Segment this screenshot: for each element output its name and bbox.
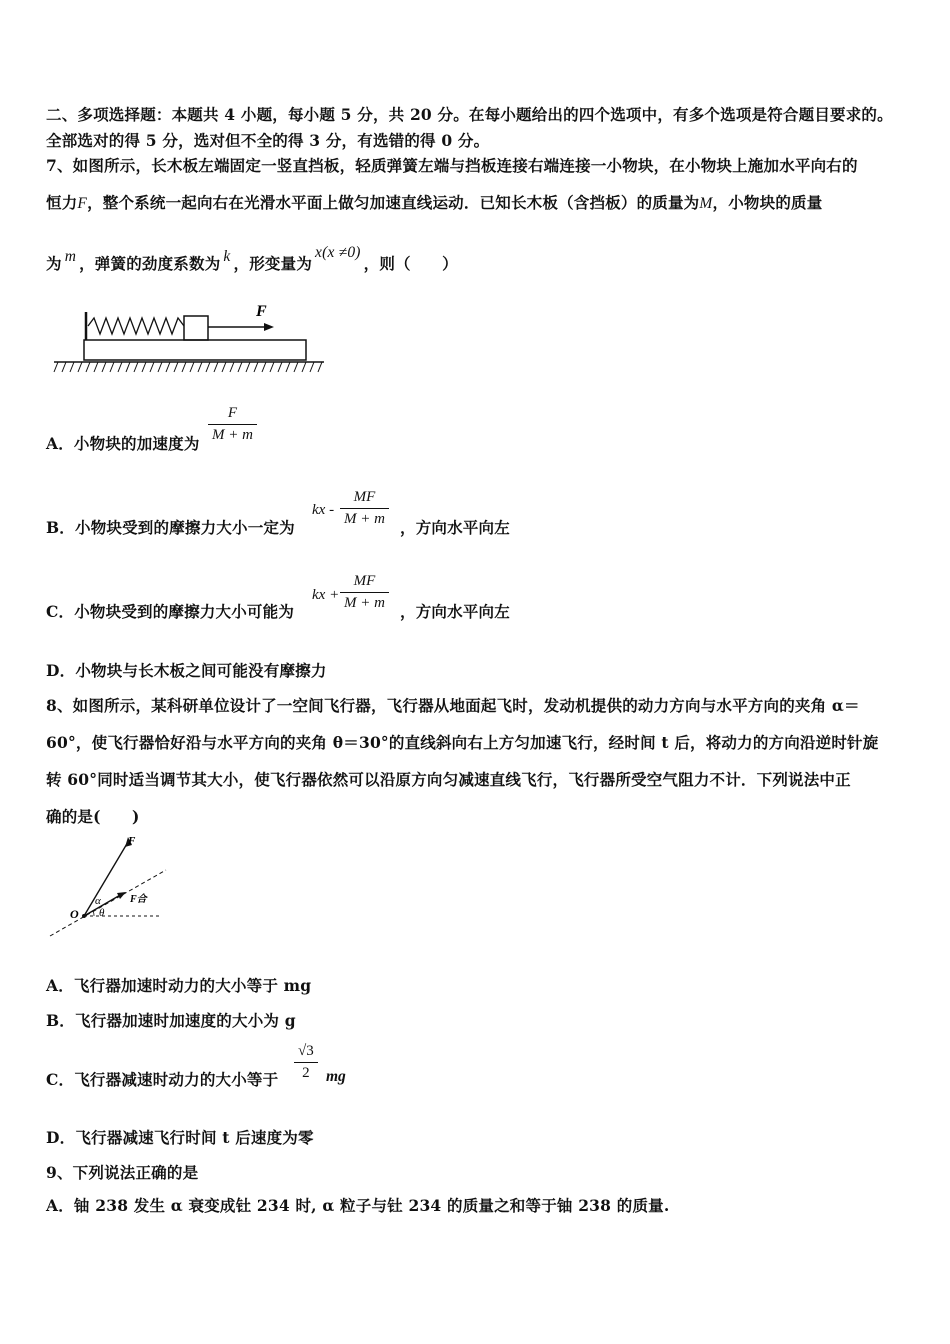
- fraction-denominator: 2: [302, 1065, 310, 1081]
- q8-figure-Fhe-label: F合: [130, 894, 147, 905]
- q7-text: ，形变量为: [233, 254, 313, 273]
- fraction-bar: [340, 508, 389, 509]
- q7-symbol-m: m: [64, 248, 77, 265]
- q7-symbol-k: k: [223, 248, 231, 265]
- q7-text: ，小物块的质量: [712, 193, 823, 212]
- q7-option-b-tail: ，方向水平向左: [400, 518, 510, 537]
- q8-figure-theta-label: θ: [99, 907, 105, 919]
- q7-text: ，弹簧的劲度系数为: [79, 254, 221, 273]
- q8-figure-alpha-label: α: [95, 895, 101, 907]
- q8-option-b: B．飞行器加速时加速度的大小为 g: [46, 1011, 296, 1030]
- fraction-numerator: MF: [353, 489, 376, 505]
- q8-stem-line4: 确的是( ): [46, 807, 140, 826]
- fraction-numerator: MF: [353, 573, 376, 589]
- section-heading-line1: 二、多项选择题：本题共 4 小题，每小题 5 分，共 20 分。在每小题给出的四个选项中，有多个选项是符合题目要求的。: [46, 105, 893, 124]
- q7-option-c-fraction: [340, 573, 389, 612]
- fraction-bar: [208, 424, 257, 425]
- q7-text: ，整个系统一起向右在光滑水平面上做匀加速直线运动．已知长木板（含挡板）的质量为: [87, 193, 700, 212]
- q9-stem-line1: 9、下列说法正确的是: [46, 1163, 199, 1182]
- q7-option-c: C．小物块受到的摩擦力大小可能为: [46, 602, 295, 621]
- q7-figure-force-label: F: [256, 303, 267, 320]
- fraction-numerator: √3: [298, 1043, 314, 1059]
- q7-option-a: A．小物块的加速度为: [46, 434, 200, 453]
- q8-force-diagram: [46, 832, 176, 942]
- q8-stem-line2: 60°，使飞行器恰好沿与水平方向的夹角 θ＝30°的直线斜向右上方匀加速飞行，经时间 t 后，将动力的方向沿逆时针旋: [46, 733, 879, 752]
- q7-text: ，则（ ）: [363, 254, 458, 273]
- q7-option-b: B．小物块受到的摩擦力大小一定为: [46, 518, 295, 537]
- q7-stem-line3: [46, 244, 458, 274]
- q8-option-a: A．飞行器加速时动力的大小等于 mg: [46, 976, 312, 995]
- fraction-denominator: M + m: [344, 511, 385, 527]
- q8-option-c: C．飞行器减速时动力的大小等于: [46, 1070, 279, 1089]
- fraction-denominator: M + m: [344, 595, 385, 611]
- q8-figure-O-label: O: [70, 907, 79, 921]
- q7-option-b-prefix: kx -: [312, 502, 335, 518]
- q8-stem-line3: 转 60°同时适当调节其大小，使飞行器依然可以沿原方向匀减速直线飞行，飞行器所受空气阻力不计．下列说法中正: [46, 770, 851, 789]
- fraction-bar: [340, 592, 389, 593]
- q7-spring-block-figure: [52, 296, 332, 378]
- q7-symbol-F: F: [77, 195, 88, 212]
- fraction-denominator: M + m: [212, 427, 253, 443]
- section-heading-line2: 全部选对的得 5 分，选对但不全的得 3 分，有选错的得 0 分。: [46, 131, 490, 150]
- q7-text: 为: [46, 254, 62, 273]
- q7-option-d: D．小物块与长木板之间可能没有摩擦力: [46, 661, 327, 680]
- q7-option-c-tail: ，方向水平向左: [400, 602, 510, 621]
- q7-stem-line2: [46, 191, 822, 213]
- q7-text: 恒力: [46, 193, 78, 212]
- q7-stem-line1: 7、如图所示，长木板左端固定一竖直挡板，轻质弹簧左端与挡板连接右端连接一小物块，在小物块上施加水平向右的: [46, 156, 858, 175]
- fraction-numerator: F: [227, 405, 238, 421]
- q8-figure-F-label: F: [128, 835, 136, 847]
- q7-symbol-M: M: [699, 195, 713, 212]
- q8-option-d: D．飞行器减速飞行时间 t 后速度为零: [46, 1128, 314, 1147]
- fraction-bar: [294, 1062, 318, 1063]
- q9-option-a: A．铀 238 发生 α 衰变成钍 234 时, α 粒子与钍 234 的质量之和等于铀 238 的质量.: [46, 1196, 670, 1215]
- q8-option-c-tail: mg: [326, 1068, 346, 1085]
- q7-option-c-prefix: kx +: [312, 587, 340, 603]
- q7-option-a-fraction: [208, 405, 257, 444]
- q7-symbol-x: x(x ≠0): [315, 244, 361, 261]
- q8-stem-line1: 8、如图所示，某科研单位设计了一空间飞行器，飞行器从地面起飞时，发动机提供的动力方向与水平方向的夹角 α＝: [46, 696, 860, 715]
- q7-option-b-fraction: [340, 489, 389, 528]
- q8-option-c-fraction: [294, 1043, 318, 1082]
